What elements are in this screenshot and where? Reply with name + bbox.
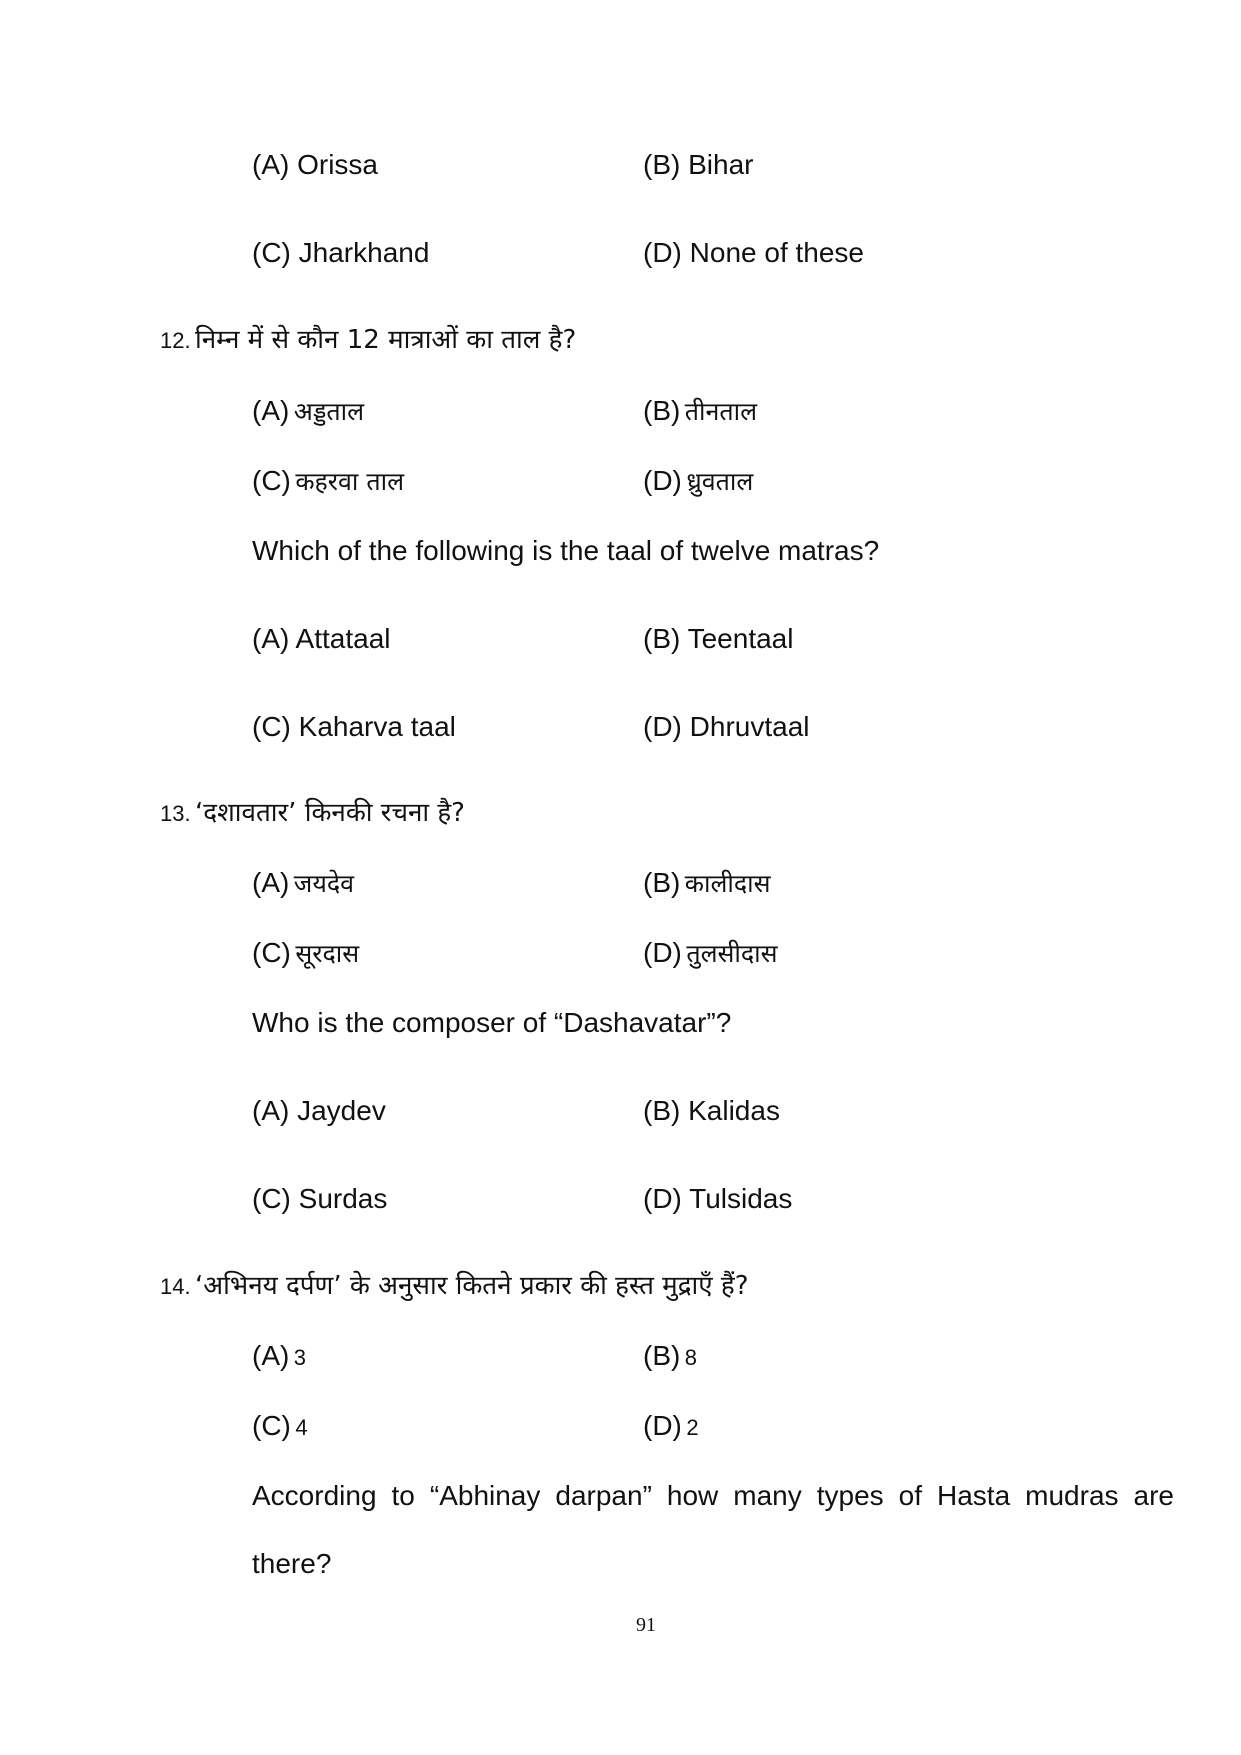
q13-question-english: Who is the composer of “Dashavatar”? <box>252 1007 732 1038</box>
q11-option-b: (B) Bihar <box>643 149 754 180</box>
q12-english-option-d: (D) Dhruvtaal <box>643 711 810 742</box>
q13-question-hindi <box>160 796 465 830</box>
q12-question-hindi-text: निम्न में से कौन 12 मात्राओं का ताल है? <box>195 325 577 355</box>
q11-option-a: (A) Orissa <box>252 149 378 180</box>
option-label: (A) <box>252 395 290 426</box>
q14-hindi-option-a <box>252 1340 306 1372</box>
q14-hindi-option-c <box>252 1410 308 1442</box>
option-label: (A) <box>252 1340 290 1371</box>
q14-question-english: According to “Abhinay darpan” how many types of Hasta mudras are there? <box>252 1480 1174 1579</box>
q13-question-hindi-text: ‘दशावतार’ किनकी रचना है? <box>195 798 465 828</box>
option-label: (A) <box>252 867 290 898</box>
option-text: 4 <box>295 1415 308 1440</box>
option-label: (C) <box>252 465 291 496</box>
option-text: 3 <box>293 1345 307 1370</box>
q12-english-option-a: (A) Attataal <box>252 623 391 654</box>
option-text: सूरदास <box>295 939 360 968</box>
option-label: (D) <box>643 1410 682 1441</box>
q13-hindi-option-a <box>252 866 354 900</box>
q12-english-option-c: (C) Kaharva taal <box>252 711 456 742</box>
q12-hindi-option-b <box>643 394 757 428</box>
q12-hindi-option-c <box>252 464 404 498</box>
q13-hindi-option-c <box>252 936 359 970</box>
option-text: अड्डताल <box>293 397 365 426</box>
q14-number: 14. <box>160 1274 191 1299</box>
option-text: 8 <box>684 1345 698 1370</box>
q13-hindi-option-d <box>643 936 778 970</box>
q14-hindi-option-d <box>643 1410 699 1442</box>
q12-english-option-b: (B) Teentaal <box>643 623 794 654</box>
option-text: तुलसीदास <box>686 939 778 968</box>
q13-english-option-d: (D) Tulsidas <box>643 1183 793 1214</box>
option-label: (B) <box>643 1340 681 1371</box>
q14-question-hindi <box>160 1269 749 1303</box>
page-number: 91 <box>636 1614 656 1636</box>
q13-english-option-c: (C) Surdas <box>252 1183 388 1214</box>
q12-question-hindi <box>160 323 576 357</box>
q13-number: 13. <box>160 801 191 826</box>
option-text: तीनताल <box>684 397 758 426</box>
q11-option-c: (C) Jharkhand <box>252 237 430 268</box>
option-text: जयदेव <box>293 869 355 898</box>
option-label: (D) <box>643 465 682 496</box>
option-text: ध्रुवताल <box>686 467 754 496</box>
q12-number: 12. <box>160 328 191 353</box>
q12-question-english: Which of the following is the taal of twelve matras? <box>252 535 880 566</box>
option-label: (C) <box>252 1410 291 1441</box>
option-text: कहरवा ताल <box>295 467 405 496</box>
option-text: 2 <box>686 1415 699 1440</box>
q14-question-hindi-text: ‘अभिनय दर्पण’ के अनुसार कितने प्रकार की हस्त मुद्राएँ हैं? <box>195 1271 749 1301</box>
option-text: कालीदास <box>684 869 771 898</box>
q14-hindi-option-b <box>643 1340 697 1372</box>
q11-option-d: (D) None of these <box>643 237 864 268</box>
q12-hindi-option-d <box>643 464 753 498</box>
q13-hindi-option-b <box>643 866 771 900</box>
option-label: (B) <box>643 867 681 898</box>
option-label: (B) <box>643 395 681 426</box>
option-label: (D) <box>643 937 682 968</box>
q13-english-option-b: (B) Kalidas <box>643 1095 780 1126</box>
q13-english-option-a: (A) Jaydev <box>252 1095 386 1126</box>
option-label: (C) <box>252 937 291 968</box>
q12-hindi-option-a <box>252 394 364 428</box>
